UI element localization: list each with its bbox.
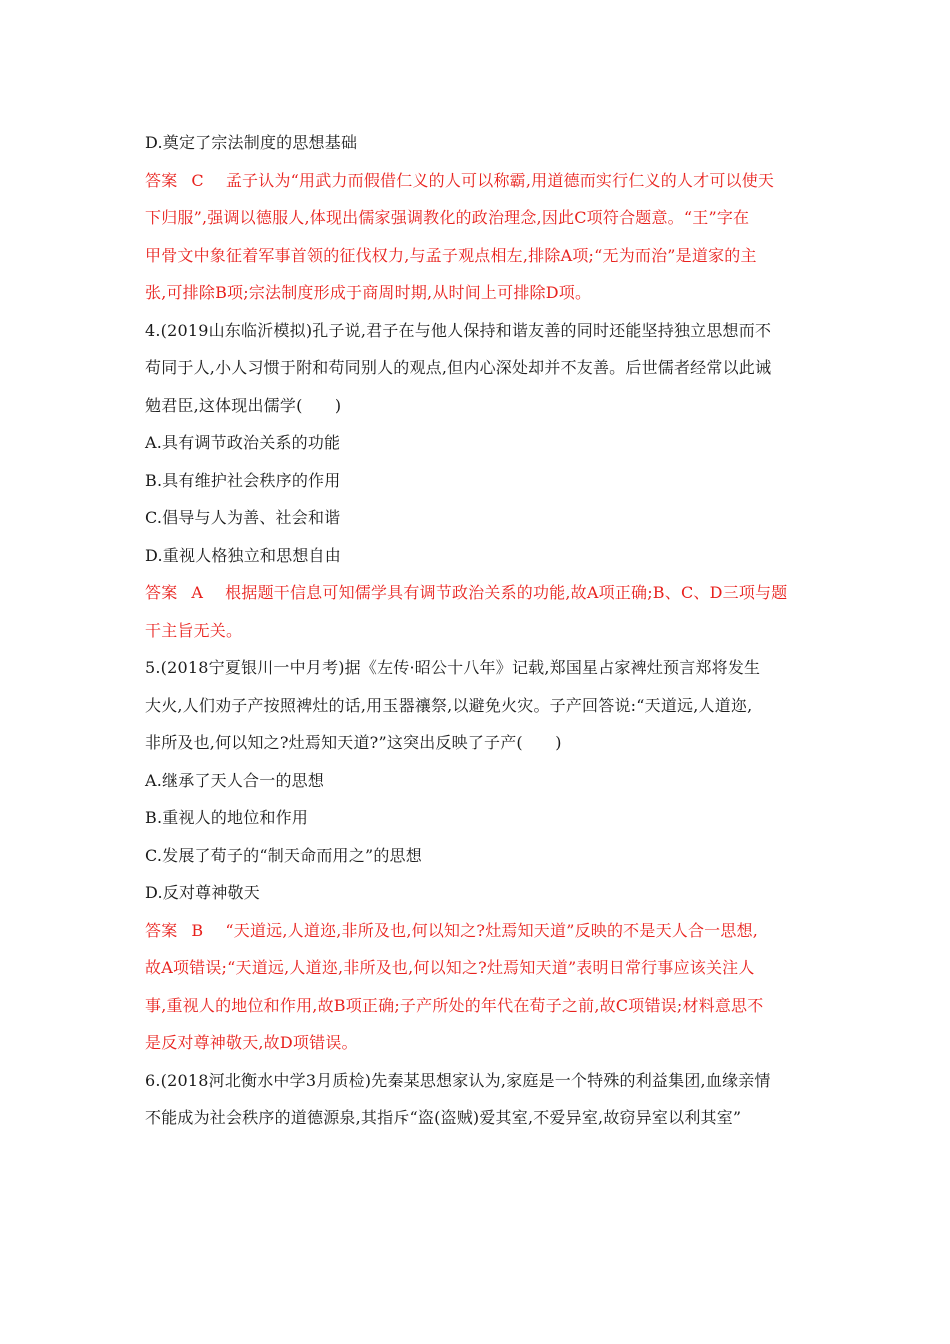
line-text: A.具有调节政治关系的功能 <box>145 433 341 452</box>
question-line <box>145 349 810 387</box>
answer-line <box>145 949 810 987</box>
line-text: “天道远,人道迩,非所及也,何以知之?灶焉知天道”反映的不是天人合一思想, <box>225 920 759 940</box>
line-text: D.反对尊神敬天 <box>145 883 260 902</box>
question-block <box>145 649 810 762</box>
option-block <box>145 124 810 162</box>
line-text: A.继承了天人合一的思想 <box>145 770 325 790</box>
answer-label: 答案 <box>145 920 178 940</box>
line-text: 5.(2018宁夏银川一中月考)据《左传·昭公十八年》记载,郑国星占家裨灶预言郑将发生 <box>145 658 761 677</box>
line-text: 事,重视人的地位和作用,故B项正确;子产所处的年代在荀子之前,故C项错误;材料意思不 <box>145 995 764 1015</box>
option-block <box>145 799 810 837</box>
answer-label: 答案 <box>145 170 178 190</box>
question-block <box>145 312 810 425</box>
answer-line <box>145 987 810 1025</box>
line-text: D.奠定了宗法制度的思想基础 <box>145 133 358 152</box>
line-text: C.发展了荀子的“制天命而用之”的思想 <box>145 845 422 865</box>
line-text: 大火,人们劝子产按照裨灶的话,用玉器禳祭,以避免火灾。子产回答说:“天道远,人道迩, <box>145 695 753 715</box>
option-line <box>145 837 810 875</box>
line-text: 故A项错误;“天道远,人道迩,非所及也,何以知之?灶焉知天道”表明日常行事应该关注人 <box>145 958 755 977</box>
option-block <box>145 424 810 462</box>
answer-block <box>145 574 810 649</box>
line-text: 勉君臣,这体现出儒学( ) <box>145 395 342 415</box>
question-line <box>145 687 810 725</box>
option-block <box>145 837 810 875</box>
option-line <box>145 874 810 912</box>
answer-line <box>145 162 810 200</box>
line-text: 6.(2018河北衡水中学3月质检)先秦某思想家认为,家庭是一个特殊的利益集团,血缘亲情 <box>145 1070 771 1090</box>
answer-line <box>145 274 810 312</box>
line-text: 孟子认为“用武力而假借仁义的人可以称霸,用道德而实行仁义的人才可以使天 <box>225 170 775 190</box>
answer-key: C <box>191 170 204 190</box>
line-text: 张,可排除B项;宗法制度形成于商周时期,从时间上可排除D项。 <box>145 283 592 302</box>
option-line <box>145 124 810 162</box>
line-text: 干主旨无关。 <box>145 620 243 640</box>
answer-key: B <box>191 920 204 940</box>
option-line <box>145 799 810 837</box>
option-block <box>145 762 810 800</box>
line-text: B.重视人的地位和作用 <box>145 808 309 827</box>
question-line <box>145 724 810 762</box>
question-line <box>145 1062 810 1100</box>
line-text: 根据题干信息可知儒学具有调节政治关系的功能,故A项正确;B、C、D三项与题 <box>225 583 788 602</box>
question-block <box>145 1062 810 1137</box>
option-block <box>145 537 810 575</box>
line-text: 苟同于人,小人习惯于附和苟同别人的观点,但内心深处却并不友善。后世儒者经常以此诫 <box>145 358 772 377</box>
question-line <box>145 387 810 425</box>
option-block <box>145 874 810 912</box>
line-text: 甲骨文中象征着军事首领的征伐权力,与孟子观点相左,排除A项;“无为而治”是道家的主 <box>145 245 757 265</box>
answer-key: A <box>191 583 204 602</box>
answer-label: 答案 <box>145 583 178 602</box>
document-content <box>145 124 810 1137</box>
line-text: D.重视人格独立和思想自由 <box>145 545 341 565</box>
line-text: B.具有维护社会秩序的作用 <box>145 470 341 490</box>
line-text: C.倡导与人为善、社会和谐 <box>145 508 341 527</box>
answer-line <box>145 574 810 612</box>
answer-line <box>145 612 810 650</box>
line-text: 下归服”,强调以德服人,体现出儒家强调教化的政治理念,因此C项符合题意。“王”字在 <box>145 208 750 227</box>
line-text: 非所及也,何以知之?灶焉知天道?”这突出反映了子产( ) <box>145 733 562 752</box>
line-text: 是反对尊神敬天,故D项错误。 <box>145 1033 358 1052</box>
answer-line <box>145 237 810 275</box>
answer-line <box>145 1024 810 1062</box>
option-line <box>145 499 810 537</box>
line-text: 4.(2019山东临沂模拟)孔子说,君子在与他人保持和谐友善的同时还能坚持独立思想而不 <box>145 320 772 340</box>
answer-line <box>145 199 810 237</box>
option-line <box>145 762 810 800</box>
answer-block <box>145 912 810 1062</box>
answer-line <box>145 912 810 950</box>
question-line <box>145 312 810 350</box>
question-line <box>145 1099 810 1137</box>
option-line <box>145 424 810 462</box>
option-line <box>145 462 810 500</box>
line-text: 不能成为社会秩序的道德源泉,其指斥“盗(盗贼)爱其室,不爱异室,故窃异室以利其室” <box>145 1108 742 1127</box>
answer-block <box>145 162 810 312</box>
option-block <box>145 462 810 500</box>
option-line <box>145 537 810 575</box>
question-line <box>145 649 810 687</box>
option-block <box>145 499 810 537</box>
